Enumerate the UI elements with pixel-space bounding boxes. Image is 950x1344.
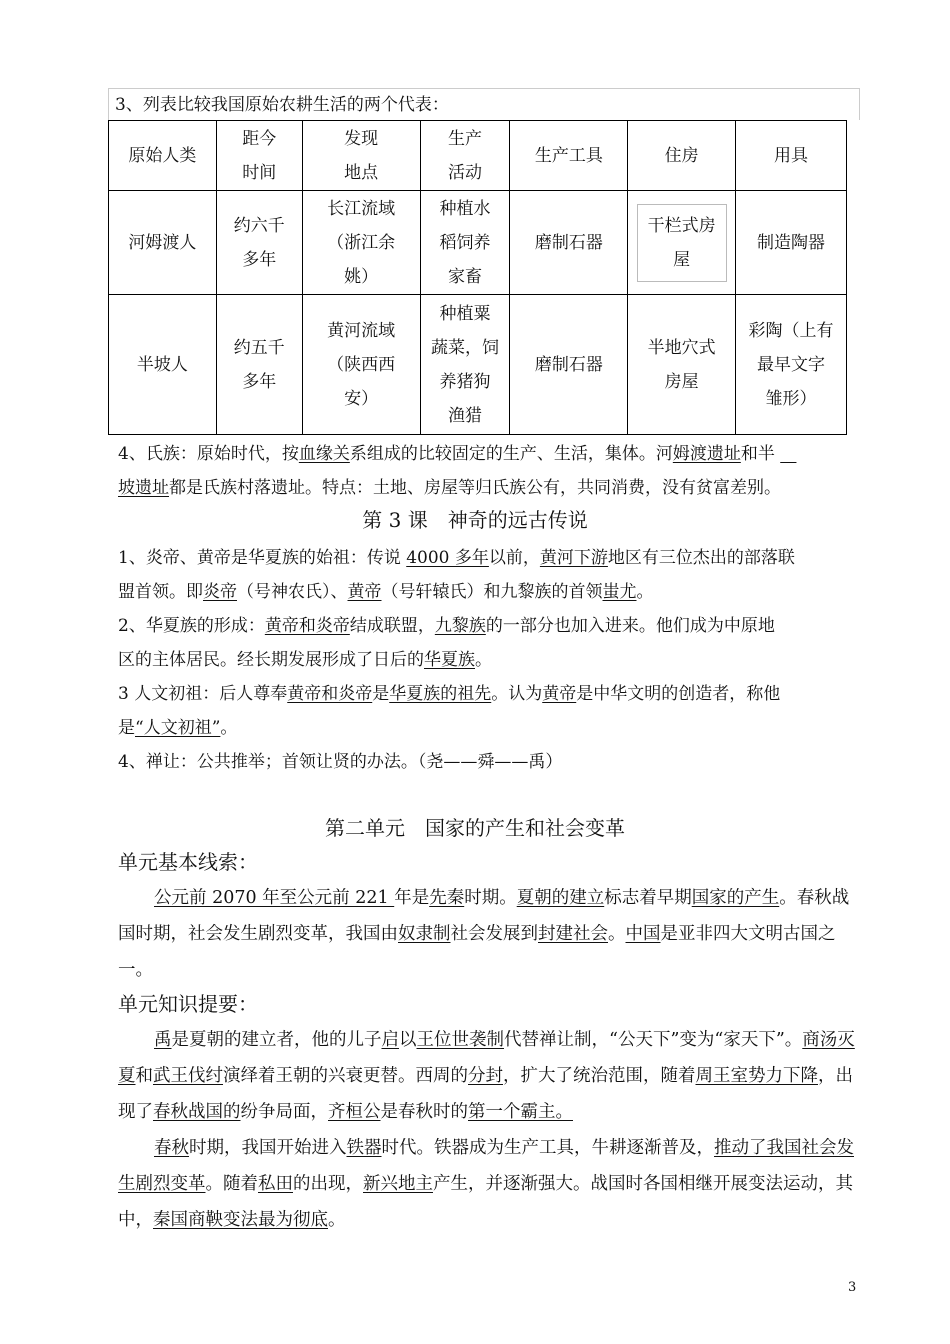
- lesson-3-item-3b: 是“人文初祖”。: [118, 718, 238, 738]
- points-paragraph-2: 春秋时期，我国开始进入铁器时代。铁器成为生产工具，牛耕逐渐普及，推动了我国社会发生剧烈变革。随着私田的出现，新兴地主产生，并逐渐强大。战国时各国相继开展变法运动，其中，秦国商鞅变法最为彻底。: [118, 1138, 854, 1230]
- table-cell: 种植粟 蔬菜，饲 养猪狗 渔猎: [420, 295, 510, 435]
- lesson-3-item-1a: 1、炎帝、黄帝是华夏族的始祖：传说 4000 多年以前，黄河下游地区有三位杰出的部落联: [118, 548, 795, 568]
- unit-2-title: 第二单元 国家的产生和社会变革: [325, 816, 625, 840]
- lesson-3-item-1b: 盟首领。即炎帝（号神农氏）、黄帝（号轩辕氏）和九黎族的首领蚩尤。: [118, 582, 654, 602]
- table-cell: 约五千 多年: [216, 295, 302, 435]
- table-cell: 半坡人: [109, 295, 217, 435]
- clue-paragraph: 公元前 2070 年至公元前 221 年是先秦时期。夏朝的建立标志着早期国家的产生。春秋战国时期，社会发生剧烈变革，我国由奴隶制社会发展到封建社会。中国是亚非四大文明古国之一。: [118, 888, 850, 980]
- table-cell: 河姆渡人: [109, 191, 217, 295]
- table-title: 3、列表比较我国原始农耕生活的两个代表：: [108, 88, 860, 120]
- table-cell: 用具: [736, 121, 847, 191]
- lesson-3-item-4: 4、禅让：公共推举；首领让贤的办法。（尧——舜——禹）: [118, 752, 563, 772]
- points-heading: 单元知识提要：: [118, 992, 258, 1016]
- page-number: 3: [848, 1280, 857, 1295]
- table-row-1: [109, 191, 847, 295]
- lesson-3-title: 第 3 课 神奇的远古传说: [362, 508, 588, 532]
- table-cell: 制造陶器: [736, 191, 847, 295]
- table-cell: 长江流域 （浙江余 姚）: [302, 191, 420, 295]
- table-cell: 约六千 多年: [216, 191, 302, 295]
- table-cell: 住房: [628, 121, 736, 191]
- table-cell: 发现 地点: [302, 121, 420, 191]
- comparison-table: [108, 120, 847, 435]
- table-cell: 磨制石器: [510, 295, 628, 435]
- table-cell: 半地穴式 房屋: [628, 295, 736, 435]
- table-cell: 生产 活动: [420, 121, 510, 191]
- item-4-line-2: 坡遗址都是氏族村落遗址。特点：土地、房屋等归氏族公有，共同消费，没有贫富差别。: [118, 478, 781, 498]
- points-paragraph-1: 禹是夏朝的建立者，他的儿子启以王位世袭制代替禅让制，“公天下”变为“家天下”。商汤灭夏和武王伐纣演绎着王朝的兴衰更替。西周的分封，扩大了统治范围，随着周王室势力下降，出现了春秋战国的纷争局面，齐桓公是春秋时的第一个霸主。: [118, 1030, 855, 1122]
- boxed-cell-text: 干栏式房 屋: [637, 204, 727, 282]
- table-header-row: [109, 121, 847, 191]
- clue-heading: 单元基本线索：: [118, 850, 258, 874]
- table-cell: 距今 时间: [216, 121, 302, 191]
- lesson-3-item-2a: 2、华夏族的形成：黄帝和炎帝结成联盟，九黎族的一部分也加入进来。他们成为中原地: [118, 616, 775, 636]
- table-cell: 彩陶（上有 最早文字 雏形）: [736, 295, 847, 435]
- table-row-2: [109, 295, 847, 435]
- table-cell: 磨制石器: [510, 191, 628, 295]
- lesson-3-item-3a: 3 人文初祖：后人尊奉黄帝和炎帝是华夏族的祖先。认为黄帝是中华文明的创造者，称他: [118, 684, 781, 704]
- table-cell: 原始人类: [109, 121, 217, 191]
- item-4-line-1: 4、氏族：原始时代，按血缘关系组成的比较固定的生产、生活，集体。河姆渡遗址和半: [118, 444, 781, 464]
- table-cell: 生产工具: [510, 121, 628, 191]
- table-cell: [628, 191, 736, 295]
- table-cell: 黄河流域 （陕西西 安）: [302, 295, 420, 435]
- lesson-3-item-2b: 区的主体居民。经长期发展形成了日后的华夏族。: [118, 650, 492, 670]
- table-cell: 种植水 稻饲养 家畜: [420, 191, 510, 295]
